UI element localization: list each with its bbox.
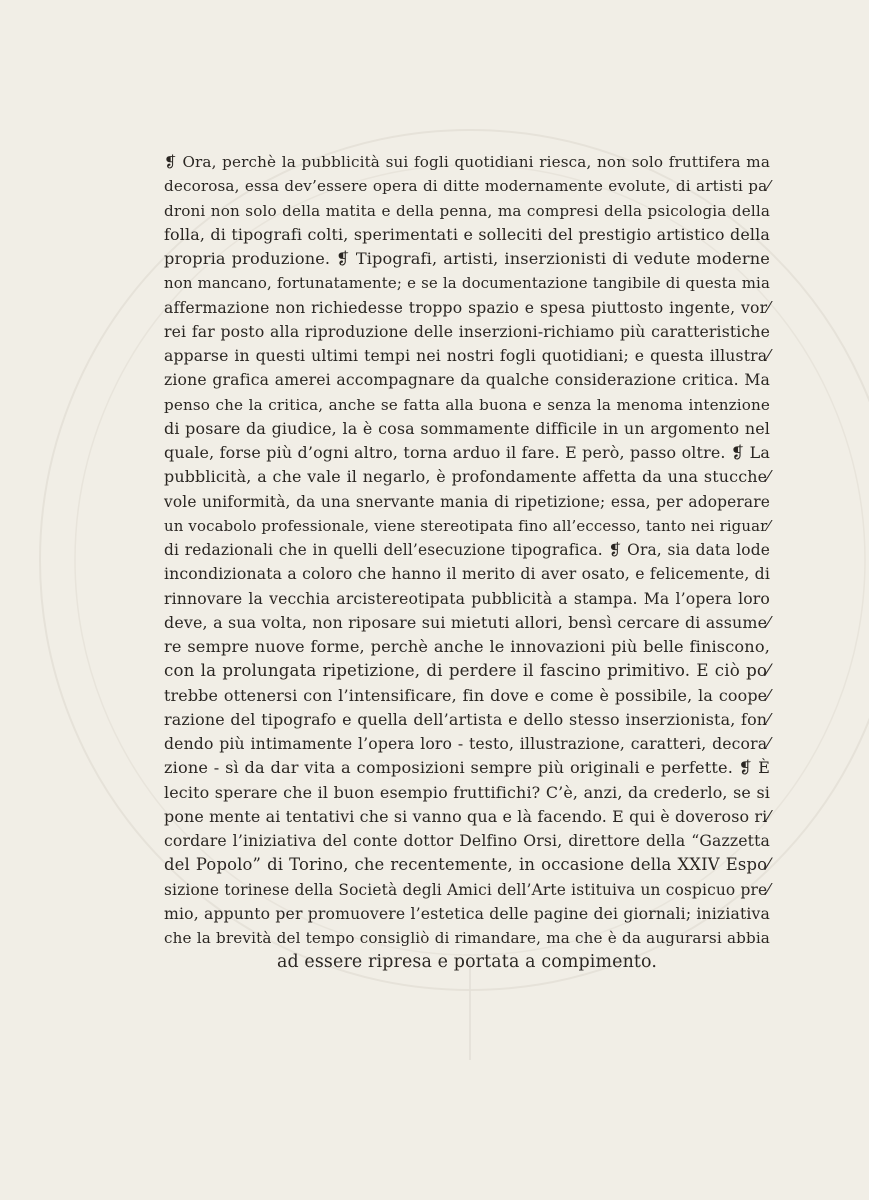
text-line-14: pubblicità, a che vale il negarlo, è profondamente affetta da una stucche⁄ (164, 467, 770, 487)
text-line-27: lecito sperare che il buon esempio fruttifichi? C’è, anzi, da crederlo, se si (164, 782, 770, 802)
text-line-17: di redazionali che in quelli dell’esecuzione tipografica. ❡ Ora, sia data lode (164, 541, 770, 559)
text-line-32: mio, appunto per promuovere l’estetica delle pagine dei giornali; iniziativa (164, 903, 770, 923)
text-line-8: rei far posto alla riproduzione delle inserzioni-richiamo più caratteristiche (164, 321, 770, 341)
text-line-11: penso che la critica, anche se fatta alla buona e senza la menoma intenzione (164, 395, 770, 414)
text-line-18: incondizionata a coloro che hanno il merito di aver osato, e felicemente, di (164, 564, 770, 584)
text-line-33: che la brevità del tempo consigliò di rimandare, ma che è da augurarsi abbia (164, 929, 770, 947)
text-line-10: zione grafica amerei accompagnare da qualche considerazione critica. Ma (164, 370, 770, 390)
text-line-28: pone mente ai tentativi che si vanno qua e là facendo. E qui è doveroso ri⁄ (164, 806, 771, 826)
text-line-20: deve, a sua volta, non riposare sui mietuti allori, bensì cercare di assume⁄ (164, 612, 770, 632)
text-line-31: sizione torinese della Società degli Amici dell’Arte istituiva un cospicuo pre⁄ (164, 880, 770, 899)
text-line-9: apparse in questi ultimi tempi nei nostri fogli quotidiani; e questa illustra⁄ (164, 346, 770, 365)
text-line-22: con la prolungata ripetizione, di perdere il fascino primitivo. E ciò po⁄ (164, 661, 770, 681)
text-line-1: ❡ Ora, perchè la pubblicità sui fogli quotidiani riesca, non solo fruttifera ma (164, 153, 770, 171)
text-line-16: un vocabolo professionale, viene stereotipata fino all’eccesso, tanto nei riguar⁄ (164, 516, 770, 535)
text-line-7: affermazione non richiedesse troppo spazio e spesa piuttosto ingente, vor⁄ (164, 297, 770, 317)
text-line-5: propria produzione. ❡ Tipografi, artisti, inserzionisti di vedute moderne (164, 249, 770, 268)
text-line-26: zione - sì da dar vita a composizioni sempre più originali e perfette. ❡ È (164, 758, 770, 778)
text-line-15: vole uniformità, da una snervante mania di ripetizione; essa, per adoperare (164, 492, 770, 511)
text-line-30: del Popolo” di Torino, che recentemente, in occasione della XXIV Espo⁄ (164, 855, 770, 875)
text-line-12: di posare da giudice, la è cosa sommamente difficile in un argomento nel (164, 418, 770, 438)
text-line-25: dendo più intimamente l’opera loro - testo, illustrazione, caratteri, decora⁄ (164, 734, 770, 753)
text-line-24: razione del tipografo e quella dell’artista e dello stesso inserzionista, fon⁄ (164, 709, 770, 729)
text-line-13: quale, forse più d’ogni altro, torna arduo il fare. E però, passo oltre. ❡ La (164, 443, 770, 462)
text-line-3: droni non solo della matita e della penna, ma compresi della psicologia della (164, 201, 770, 220)
text-line-29: cordare l’iniziativa del conte dottor Delfino Orsi, direttore della “Gazzetta (164, 831, 770, 850)
text-line-2: decorosa, essa dev’essere opera di ditte modernamente evolute, di artisti pa⁄ (164, 177, 770, 196)
text-line-19: rinnovare la vecchia arcistereotipata pubblicità a stampa. Ma l’opera loro (164, 588, 770, 608)
body-text (164, 150, 770, 975)
text-line-23: trebbe ottenersi con l’intensificare, fin dove e come è possibile, la coope⁄ (164, 685, 770, 705)
text-line-6: non mancano, fortunatamente; e se la documentazione tangibile di questa mia (164, 274, 770, 293)
text-line-34: ad essere ripresa e portata a compimento. (276, 952, 658, 973)
text-line-4: folla, di tipografi colti, sperimentati e solleciti del prestigio artistico della (164, 224, 770, 244)
text-line-21: re sempre nuove forme, perchè anche le innovazioni più belle finiscono, (164, 637, 770, 656)
